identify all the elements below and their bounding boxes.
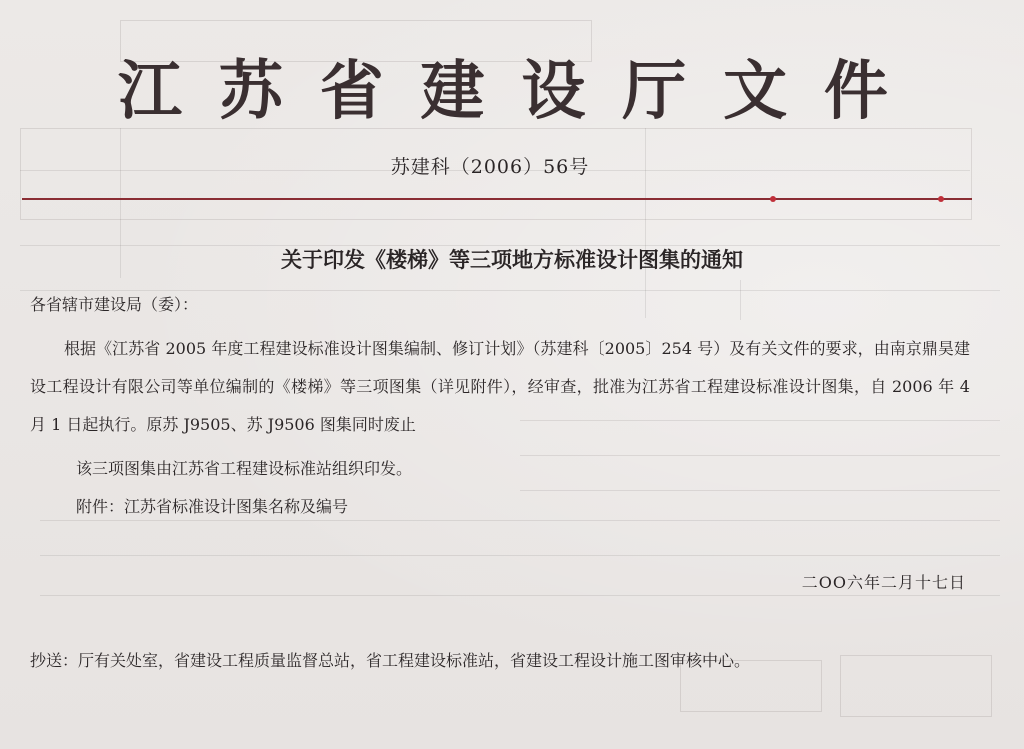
masthead-char: 江 <box>118 54 182 129</box>
bleed-through-line <box>520 490 1000 491</box>
notice-title: 关于印发《楼梯》等三项地方标准设计图集的通知 <box>281 247 743 272</box>
document-masthead <box>118 52 888 132</box>
bleed-through-line <box>20 290 1000 291</box>
bleed-through-line <box>520 455 1000 456</box>
masthead-char: 建 <box>420 54 485 129</box>
masthead-char: 设 <box>521 54 586 129</box>
distribution-line: 该三项图集由江苏省工程建设标准站组织印发。 <box>76 459 413 478</box>
masthead-char: 件 <box>823 54 888 129</box>
attachment-line: 附件：江苏省标准设计图集名称及编号 <box>76 497 349 516</box>
masthead-char: 省 <box>319 54 384 129</box>
body-paragraph: 根据《江苏省 2005 年度工程建设标准设计图集编制、修订计划》（苏建科〔2005〕254 号）及有关文件的要求，由南京鼎昊建设工程设计有限公司等单位编制的《楼梯》等三项图集（详见附件），经审查，批准为江苏省工程建设标准设计图集，自 2006 年 4 月 1 日起执行。原苏 J9505、苏 J9506 图集同时废止 <box>30 339 970 434</box>
addressee: 各省辖市建设局（委）： <box>30 295 199 314</box>
bleed-through-line <box>40 555 1000 556</box>
masthead-char: 苏 <box>218 54 283 129</box>
carbon-copy-line: 抄送：厅有关处室，省建设工程质量监督总站，省工程建设标准站，省建设工程设计施工图审核中心。 <box>30 651 751 670</box>
bleed-through-line <box>40 520 1000 521</box>
rule-dot <box>938 196 944 202</box>
bleed-through-line <box>740 280 741 320</box>
red-header-rule <box>22 198 972 200</box>
masthead-char: 厅 <box>622 54 687 129</box>
issue-date: 二OO六年二月十七日 <box>801 573 966 592</box>
masthead-char: 文 <box>723 54 788 129</box>
bleed-through-line <box>40 595 1000 596</box>
document-number: 苏建科（2006）56号 <box>390 156 590 178</box>
bleed-through-box <box>840 655 992 717</box>
rule-dot <box>770 196 776 202</box>
